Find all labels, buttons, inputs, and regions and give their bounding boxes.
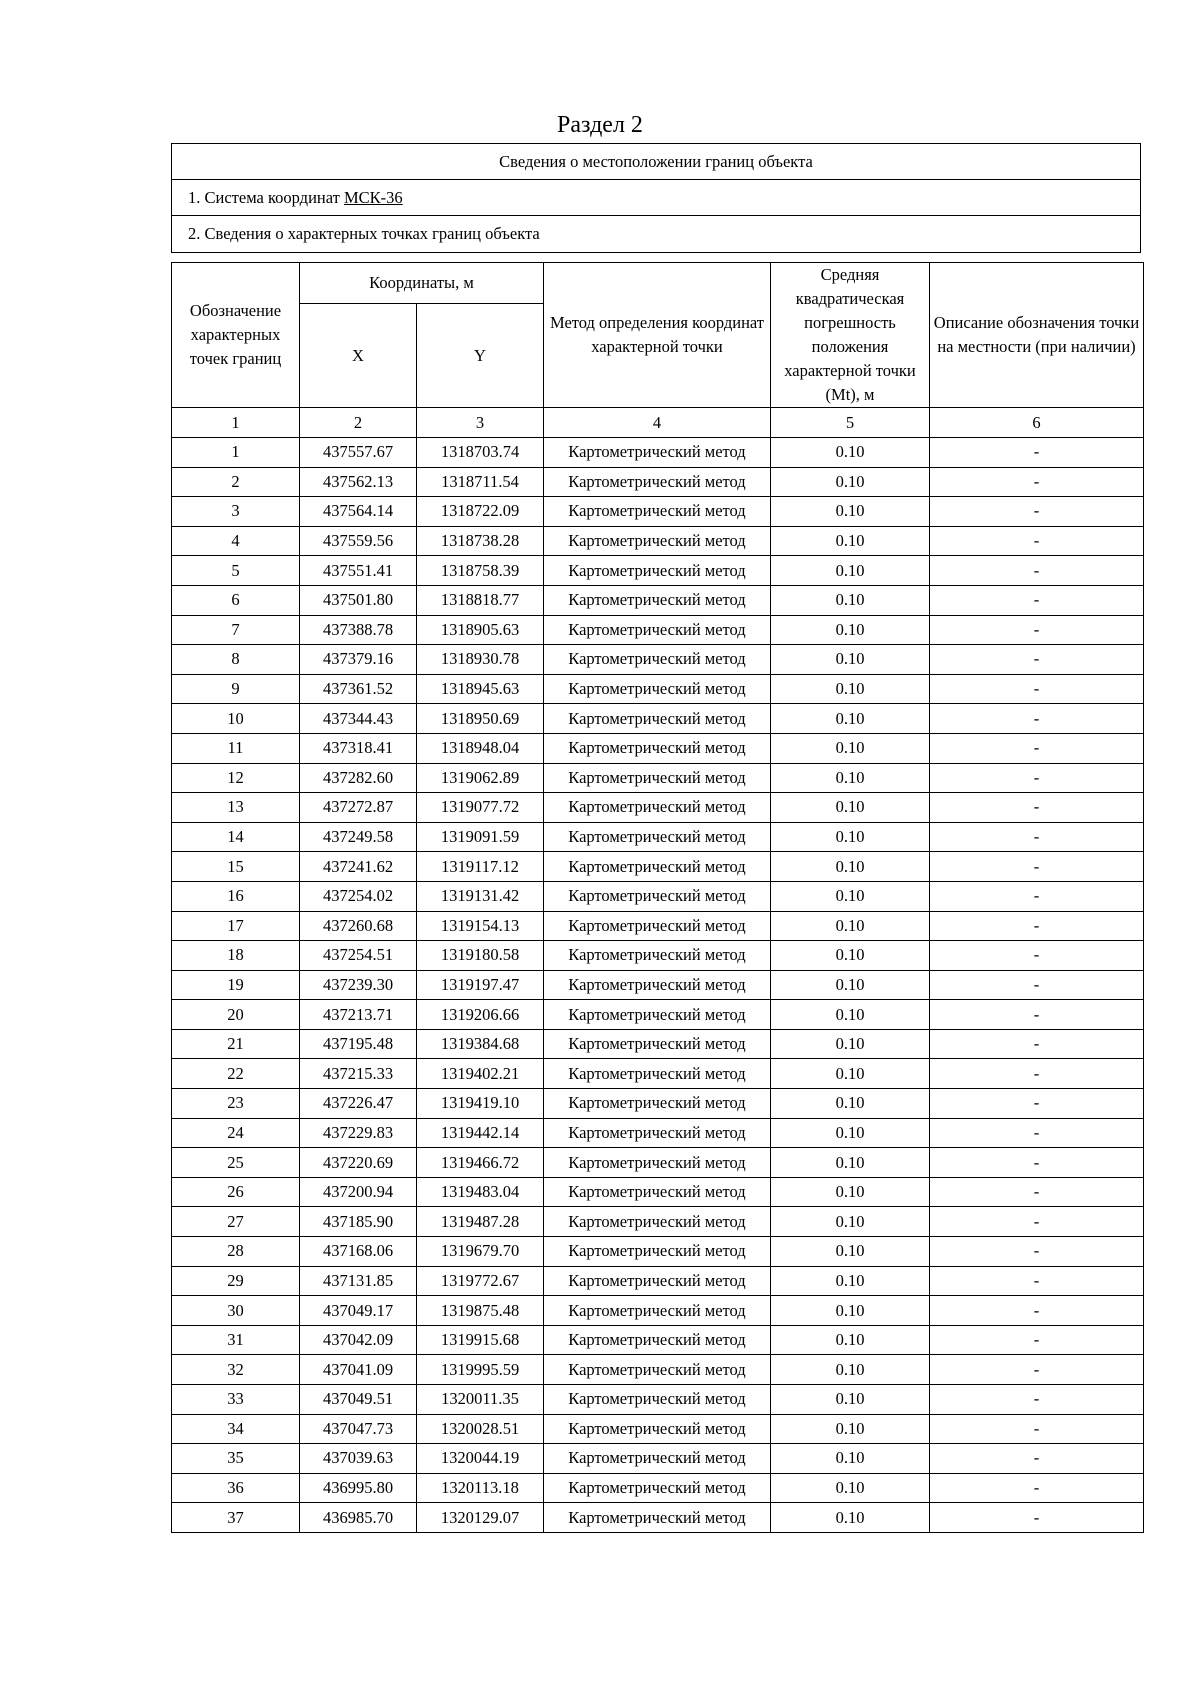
- x-coordinate-cell: 437039.63: [300, 1444, 417, 1474]
- point-number-cell: 5: [172, 556, 300, 586]
- error-cell: 0.10: [771, 1029, 930, 1059]
- error-cell: 0.10: [771, 1089, 930, 1119]
- y-coordinate-cell: 1320011.35: [417, 1385, 544, 1415]
- point-number-cell: 22: [172, 1059, 300, 1089]
- description-cell: -: [930, 1177, 1144, 1207]
- coordinate-system-value: МСК-36: [343, 187, 403, 207]
- table-row: [172, 1029, 1144, 1059]
- x-coordinate-cell: 437226.47: [300, 1089, 417, 1119]
- method-cell: Картометрический метод: [544, 1207, 771, 1237]
- description-cell: -: [930, 911, 1144, 941]
- table-row: [172, 1473, 1144, 1503]
- x-coordinate-cell: 437260.68: [300, 911, 417, 941]
- description-cell: -: [930, 1148, 1144, 1178]
- table-row: [172, 1444, 1144, 1474]
- description-cell: -: [930, 970, 1144, 1000]
- error-cell: 0.10: [771, 615, 930, 645]
- y-coordinate-cell: 1318703.74: [417, 438, 544, 468]
- description-cell: -: [930, 1059, 1144, 1089]
- point-number-cell: 2: [172, 467, 300, 497]
- y-coordinate-cell: 1318711.54: [417, 467, 544, 497]
- x-coordinate-cell: 437220.69: [300, 1148, 417, 1178]
- y-coordinate-cell: 1319772.67: [417, 1266, 544, 1296]
- y-coordinate-cell: 1318738.28: [417, 526, 544, 556]
- error-cell: 0.10: [771, 1414, 930, 1444]
- description-cell: -: [930, 615, 1144, 645]
- table-row: [172, 704, 1144, 734]
- error-cell: 0.10: [771, 645, 930, 675]
- method-cell: Картометрический метод: [544, 1237, 771, 1267]
- x-coordinate-cell: 437559.56: [300, 526, 417, 556]
- table-row: [172, 1325, 1144, 1355]
- method-cell: Картометрический метод: [544, 852, 771, 882]
- method-cell: Картометрический метод: [544, 704, 771, 734]
- error-cell: 0.10: [771, 1385, 930, 1415]
- point-number-cell: 26: [172, 1177, 300, 1207]
- error-cell: 0.10: [771, 556, 930, 586]
- header-error: Средняя квадратическая погрешность положения характерной точки (Mt), м: [771, 263, 930, 408]
- point-number-cell: 15: [172, 852, 300, 882]
- x-coordinate-cell: 437388.78: [300, 615, 417, 645]
- point-number-cell: 25: [172, 1148, 300, 1178]
- coordinate-system-row: [172, 180, 1140, 216]
- description-cell: -: [930, 1118, 1144, 1148]
- x-coordinate-cell: 437215.33: [300, 1059, 417, 1089]
- error-cell: 0.10: [771, 1000, 930, 1030]
- x-coordinate-cell: 437239.30: [300, 970, 417, 1000]
- error-cell: 0.10: [771, 1177, 930, 1207]
- error-cell: 0.10: [771, 911, 930, 941]
- method-cell: Картометрический метод: [544, 970, 771, 1000]
- point-number-cell: 33: [172, 1385, 300, 1415]
- description-cell: -: [930, 674, 1144, 704]
- table-row: [172, 1385, 1144, 1415]
- table-row: [172, 911, 1144, 941]
- description-cell: -: [930, 1385, 1144, 1415]
- point-number-cell: 30: [172, 1296, 300, 1326]
- method-cell: Картометрический метод: [544, 733, 771, 763]
- y-coordinate-cell: 1318950.69: [417, 704, 544, 734]
- method-cell: Картометрический метод: [544, 438, 771, 468]
- error-cell: 0.10: [771, 941, 930, 971]
- table-row: [172, 852, 1144, 882]
- method-cell: Картометрический метод: [544, 1444, 771, 1474]
- method-cell: Картометрический метод: [544, 645, 771, 675]
- x-coordinate-cell: 437241.62: [300, 852, 417, 882]
- method-cell: Картометрический метод: [544, 615, 771, 645]
- description-cell: -: [930, 941, 1144, 971]
- description-cell: -: [930, 822, 1144, 852]
- x-coordinate-cell: 437557.67: [300, 438, 417, 468]
- method-cell: Картометрический метод: [544, 1355, 771, 1385]
- y-coordinate-cell: 1320028.51: [417, 1414, 544, 1444]
- description-cell: -: [930, 1237, 1144, 1267]
- x-coordinate-cell: 437318.41: [300, 733, 417, 763]
- method-cell: Картометрический метод: [544, 1473, 771, 1503]
- method-cell: Картометрический метод: [544, 1000, 771, 1030]
- header-designation: Обозначение характерных точек границ: [172, 263, 300, 408]
- error-cell: 0.10: [771, 1207, 930, 1237]
- column-number: 6: [930, 408, 1144, 438]
- error-cell: 0.10: [771, 1237, 930, 1267]
- coordinate-system-label: 1. Система координат: [188, 187, 344, 207]
- table-row: [172, 1296, 1144, 1326]
- method-cell: Картометрический метод: [544, 1414, 771, 1444]
- point-number-cell: 35: [172, 1444, 300, 1474]
- x-coordinate-cell: 437282.60: [300, 763, 417, 793]
- table-row: [172, 1207, 1144, 1237]
- point-number-cell: 17: [172, 911, 300, 941]
- x-coordinate-cell: 437551.41: [300, 556, 417, 586]
- x-coordinate-cell: 437229.83: [300, 1118, 417, 1148]
- error-cell: 0.10: [771, 1444, 930, 1474]
- y-coordinate-cell: 1319419.10: [417, 1089, 544, 1119]
- method-cell: Картометрический метод: [544, 1266, 771, 1296]
- column-number: 1: [172, 408, 300, 438]
- table-row: [172, 585, 1144, 615]
- description-cell: -: [930, 881, 1144, 911]
- y-coordinate-cell: 1318905.63: [417, 615, 544, 645]
- method-cell: Картометрический метод: [544, 1325, 771, 1355]
- x-coordinate-cell: 437564.14: [300, 497, 417, 527]
- point-number-cell: 13: [172, 793, 300, 823]
- object-info-block: [171, 143, 1141, 253]
- points-info-row: 2. Сведения о характерных точках границ объекта: [188, 224, 540, 243]
- section-title: Раздел 2: [557, 112, 643, 138]
- y-coordinate-cell: 1318758.39: [417, 556, 544, 586]
- error-cell: 0.10: [771, 1503, 930, 1533]
- point-number-cell: 10: [172, 704, 300, 734]
- point-number-cell: 19: [172, 970, 300, 1000]
- x-coordinate-cell: 437344.43: [300, 704, 417, 734]
- description-cell: -: [930, 1414, 1144, 1444]
- error-cell: 0.10: [771, 1118, 930, 1148]
- description-cell: -: [930, 467, 1144, 497]
- point-number-cell: 4: [172, 526, 300, 556]
- y-coordinate-cell: 1319206.66: [417, 1000, 544, 1030]
- description-cell: -: [930, 1355, 1144, 1385]
- table-row: [172, 1089, 1144, 1119]
- description-cell: -: [930, 763, 1144, 793]
- error-cell: 0.10: [771, 733, 930, 763]
- method-cell: Картометрический метод: [544, 585, 771, 615]
- table-row: [172, 467, 1144, 497]
- point-number-cell: 11: [172, 733, 300, 763]
- point-number-cell: 16: [172, 881, 300, 911]
- header-y: Y: [417, 304, 544, 408]
- table-row: [172, 970, 1144, 1000]
- error-cell: 0.10: [771, 497, 930, 527]
- table-row: [172, 1355, 1144, 1385]
- point-number-cell: 37: [172, 1503, 300, 1533]
- description-cell: -: [930, 852, 1144, 882]
- info-header: Сведения о местоположении границ объекта: [172, 144, 1140, 180]
- x-coordinate-cell: 436985.70: [300, 1503, 417, 1533]
- point-number-cell: 6: [172, 585, 300, 615]
- method-cell: Картометрический метод: [544, 822, 771, 852]
- x-coordinate-cell: 437131.85: [300, 1266, 417, 1296]
- point-number-cell: 32: [172, 1355, 300, 1385]
- x-coordinate-cell: 437272.87: [300, 793, 417, 823]
- error-cell: 0.10: [771, 1296, 930, 1326]
- y-coordinate-cell: 1318948.04: [417, 733, 544, 763]
- point-number-cell: 24: [172, 1118, 300, 1148]
- error-cell: 0.10: [771, 1473, 930, 1503]
- description-cell: -: [930, 1266, 1144, 1296]
- x-coordinate-cell: 437249.58: [300, 822, 417, 852]
- description-cell: -: [930, 1444, 1144, 1474]
- description-cell: -: [930, 585, 1144, 615]
- table-row: [172, 1177, 1144, 1207]
- x-coordinate-cell: 437501.80: [300, 585, 417, 615]
- point-number-cell: 23: [172, 1089, 300, 1119]
- table-row: [172, 556, 1144, 586]
- column-numbers-row: [172, 408, 1144, 438]
- x-coordinate-cell: 437562.13: [300, 467, 417, 497]
- point-number-cell: 20: [172, 1000, 300, 1030]
- error-cell: 0.10: [771, 1325, 930, 1355]
- method-cell: Картометрический метод: [544, 1177, 771, 1207]
- table-row: [172, 1148, 1144, 1178]
- y-coordinate-cell: 1319062.89: [417, 763, 544, 793]
- table-row: [172, 941, 1144, 971]
- table-row: [172, 438, 1144, 468]
- y-coordinate-cell: 1319483.04: [417, 1177, 544, 1207]
- method-cell: Картометрический метод: [544, 763, 771, 793]
- description-cell: -: [930, 1207, 1144, 1237]
- y-coordinate-cell: 1318722.09: [417, 497, 544, 527]
- y-coordinate-cell: 1319875.48: [417, 1296, 544, 1326]
- x-coordinate-cell: 437185.90: [300, 1207, 417, 1237]
- point-number-cell: 12: [172, 763, 300, 793]
- point-number-cell: 31: [172, 1325, 300, 1355]
- y-coordinate-cell: 1319915.68: [417, 1325, 544, 1355]
- method-cell: Картометрический метод: [544, 1296, 771, 1326]
- point-number-cell: 9: [172, 674, 300, 704]
- table-row: [172, 763, 1144, 793]
- table-row: [172, 1237, 1144, 1267]
- table-row: [172, 881, 1144, 911]
- x-coordinate-cell: 437213.71: [300, 1000, 417, 1030]
- boundary-points-table: [171, 262, 1144, 1533]
- header-method: Метод определения координат характерной точки: [544, 263, 771, 408]
- point-number-cell: 29: [172, 1266, 300, 1296]
- x-coordinate-cell: 437200.94: [300, 1177, 417, 1207]
- method-cell: Картометрический метод: [544, 793, 771, 823]
- error-cell: 0.10: [771, 793, 930, 823]
- y-coordinate-cell: 1318945.63: [417, 674, 544, 704]
- description-cell: -: [930, 1296, 1144, 1326]
- error-cell: 0.10: [771, 970, 930, 1000]
- table-row: [172, 497, 1144, 527]
- y-coordinate-cell: 1319384.68: [417, 1029, 544, 1059]
- description-cell: -: [930, 1473, 1144, 1503]
- error-cell: 0.10: [771, 1266, 930, 1296]
- method-cell: Картометрический метод: [544, 1059, 771, 1089]
- point-number-cell: 18: [172, 941, 300, 971]
- y-coordinate-cell: 1319679.70: [417, 1237, 544, 1267]
- x-coordinate-cell: 437195.48: [300, 1029, 417, 1059]
- description-cell: -: [930, 645, 1144, 675]
- y-coordinate-cell: 1319995.59: [417, 1355, 544, 1385]
- error-cell: 0.10: [771, 822, 930, 852]
- header-description: Описание обозначения точки на местности (при наличии): [930, 263, 1144, 408]
- header-coordinates: Координаты, м: [300, 263, 544, 304]
- method-cell: Картометрический метод: [544, 556, 771, 586]
- x-coordinate-cell: 436995.80: [300, 1473, 417, 1503]
- description-cell: -: [930, 704, 1144, 734]
- method-cell: Картометрический метод: [544, 1029, 771, 1059]
- y-coordinate-cell: 1319197.47: [417, 970, 544, 1000]
- x-coordinate-cell: 437254.51: [300, 941, 417, 971]
- error-cell: 0.10: [771, 763, 930, 793]
- error-cell: 0.10: [771, 674, 930, 704]
- table-row: [172, 1118, 1144, 1148]
- point-number-cell: 8: [172, 645, 300, 675]
- table-row: [172, 1503, 1144, 1533]
- table-row: [172, 1414, 1144, 1444]
- point-number-cell: 7: [172, 615, 300, 645]
- method-cell: Картометрический метод: [544, 526, 771, 556]
- table-row: [172, 674, 1144, 704]
- description-cell: -: [930, 1029, 1144, 1059]
- method-cell: Картометрический метод: [544, 1089, 771, 1119]
- column-number: 4: [544, 408, 771, 438]
- x-coordinate-cell: 437254.02: [300, 881, 417, 911]
- y-coordinate-cell: 1320044.19: [417, 1444, 544, 1474]
- y-coordinate-cell: 1319442.14: [417, 1118, 544, 1148]
- y-coordinate-cell: 1319180.58: [417, 941, 544, 971]
- table-row: [172, 645, 1144, 675]
- points-table-body: [172, 438, 1144, 1533]
- method-cell: Картометрический метод: [544, 911, 771, 941]
- description-cell: -: [930, 733, 1144, 763]
- x-coordinate-cell: 437379.16: [300, 645, 417, 675]
- description-cell: -: [930, 526, 1144, 556]
- column-number: 5: [771, 408, 930, 438]
- x-coordinate-cell: 437168.06: [300, 1237, 417, 1267]
- y-coordinate-cell: 1319117.12: [417, 852, 544, 882]
- method-cell: Картометрический метод: [544, 497, 771, 527]
- point-number-cell: 36: [172, 1473, 300, 1503]
- description-cell: -: [930, 497, 1144, 527]
- point-number-cell: 1: [172, 438, 300, 468]
- column-number: 3: [417, 408, 544, 438]
- table-row: [172, 1059, 1144, 1089]
- table-row: [172, 822, 1144, 852]
- table-row: [172, 793, 1144, 823]
- x-coordinate-cell: 437041.09: [300, 1355, 417, 1385]
- point-number-cell: 34: [172, 1414, 300, 1444]
- method-cell: Картометрический метод: [544, 674, 771, 704]
- y-coordinate-cell: 1320113.18: [417, 1473, 544, 1503]
- x-coordinate-cell: 437361.52: [300, 674, 417, 704]
- method-cell: Картометрический метод: [544, 881, 771, 911]
- y-coordinate-cell: 1319466.72: [417, 1148, 544, 1178]
- y-coordinate-cell: 1319131.42: [417, 881, 544, 911]
- error-cell: 0.10: [771, 1148, 930, 1178]
- method-cell: Картометрический метод: [544, 1148, 771, 1178]
- error-cell: 0.10: [771, 1355, 930, 1385]
- error-cell: 0.10: [771, 881, 930, 911]
- y-coordinate-cell: 1320129.07: [417, 1503, 544, 1533]
- table-row: [172, 1266, 1144, 1296]
- table-header-row: [172, 263, 1144, 304]
- error-cell: 0.10: [771, 467, 930, 497]
- y-coordinate-cell: 1319091.59: [417, 822, 544, 852]
- description-cell: -: [930, 1503, 1144, 1533]
- point-number-cell: 3: [172, 497, 300, 527]
- x-coordinate-cell: 437049.17: [300, 1296, 417, 1326]
- description-cell: -: [930, 1000, 1144, 1030]
- table-row: [172, 615, 1144, 645]
- error-cell: 0.10: [771, 438, 930, 468]
- description-cell: -: [930, 556, 1144, 586]
- y-coordinate-cell: 1318930.78: [417, 645, 544, 675]
- method-cell: Картометрический метод: [544, 1503, 771, 1533]
- description-cell: -: [930, 1325, 1144, 1355]
- x-coordinate-cell: 437042.09: [300, 1325, 417, 1355]
- description-cell: -: [930, 793, 1144, 823]
- point-number-cell: 14: [172, 822, 300, 852]
- method-cell: Картометрический метод: [544, 1385, 771, 1415]
- method-cell: Картометрический метод: [544, 467, 771, 497]
- y-coordinate-cell: 1318818.77: [417, 585, 544, 615]
- error-cell: 0.10: [771, 526, 930, 556]
- error-cell: 0.10: [771, 704, 930, 734]
- header-x: X: [300, 304, 417, 408]
- column-number: 2: [300, 408, 417, 438]
- table-row: [172, 1000, 1144, 1030]
- error-cell: 0.10: [771, 585, 930, 615]
- description-cell: -: [930, 1089, 1144, 1119]
- x-coordinate-cell: 437047.73: [300, 1414, 417, 1444]
- y-coordinate-cell: 1319154.13: [417, 911, 544, 941]
- method-cell: Картометрический метод: [544, 1118, 771, 1148]
- description-cell: -: [930, 438, 1144, 468]
- y-coordinate-cell: 1319402.21: [417, 1059, 544, 1089]
- point-number-cell: 21: [172, 1029, 300, 1059]
- error-cell: 0.10: [771, 1059, 930, 1089]
- method-cell: Картометрический метод: [544, 941, 771, 971]
- point-number-cell: 28: [172, 1237, 300, 1267]
- error-cell: 0.10: [771, 852, 930, 882]
- point-number-cell: 27: [172, 1207, 300, 1237]
- y-coordinate-cell: 1319487.28: [417, 1207, 544, 1237]
- table-row: [172, 733, 1144, 763]
- table-row: [172, 526, 1144, 556]
- x-coordinate-cell: 437049.51: [300, 1385, 417, 1415]
- y-coordinate-cell: 1319077.72: [417, 793, 544, 823]
